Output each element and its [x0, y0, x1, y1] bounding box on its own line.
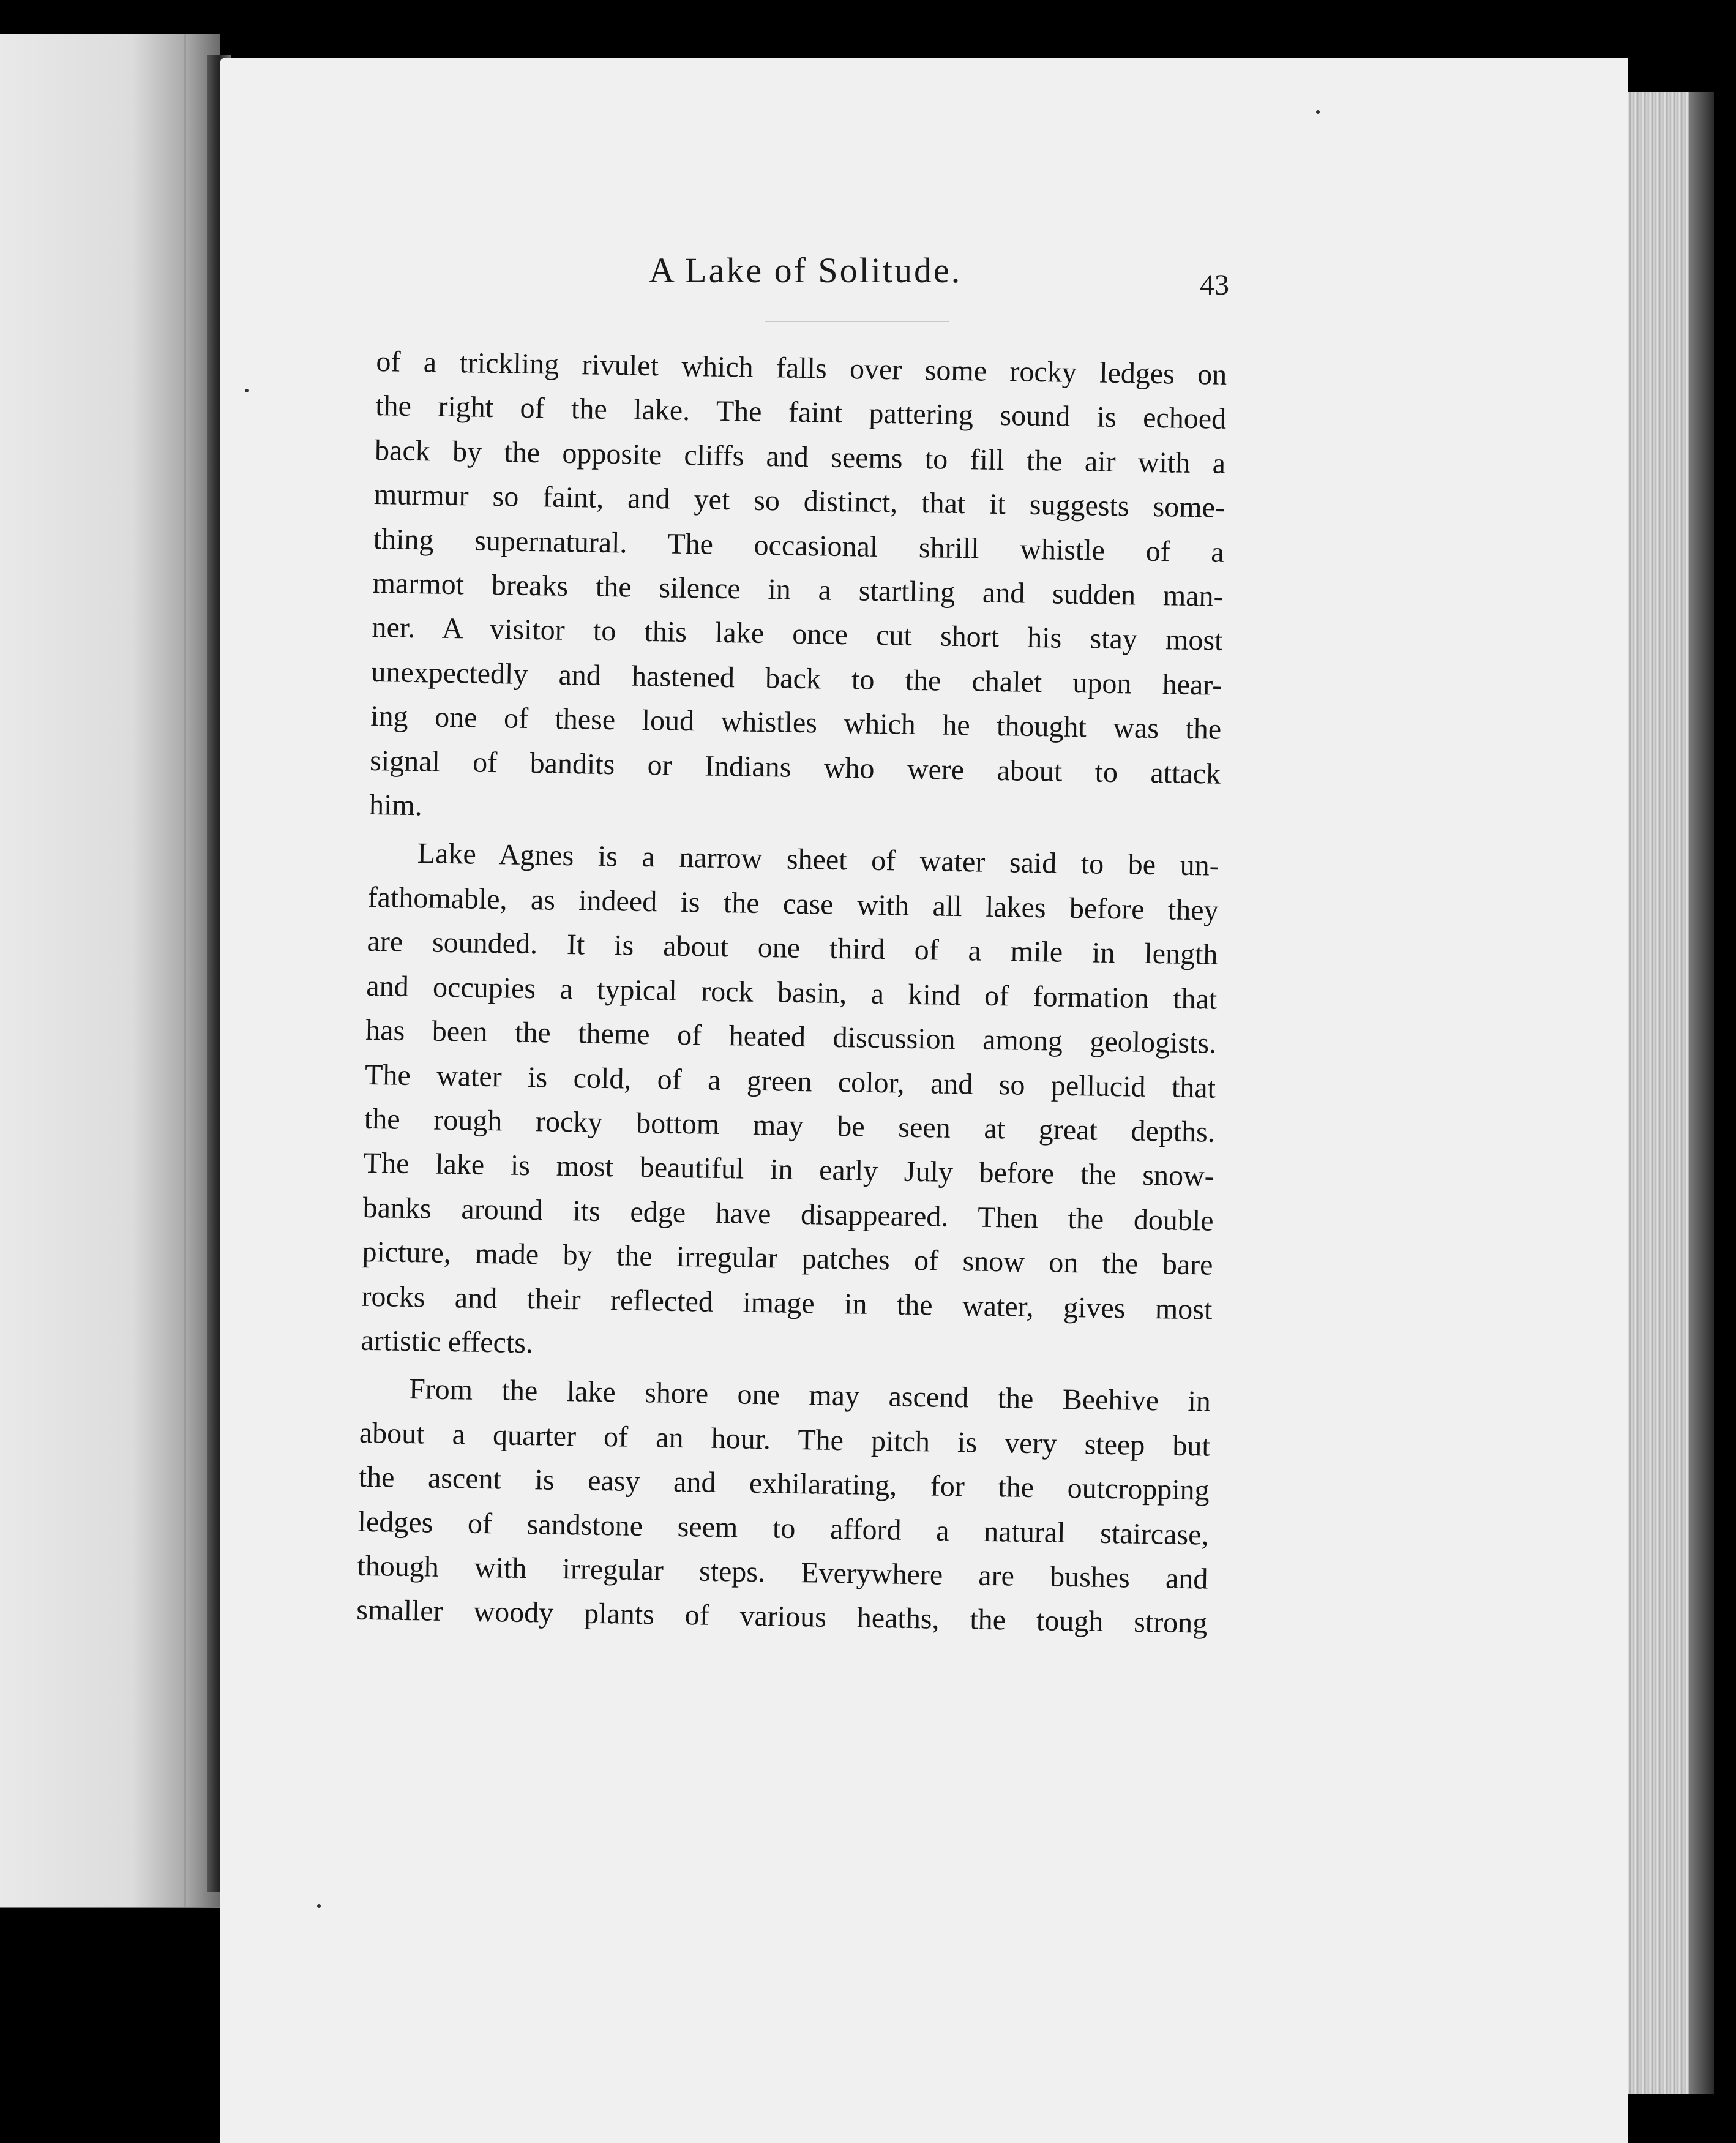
text-line: rocks and their reflected image in the water, gives most	[361, 1280, 1213, 1326]
text-line: artistic effects.	[360, 1324, 534, 1360]
text-line: signal of bandits or Indians who were about to attack	[369, 744, 1221, 790]
paragraph-3	[356, 1367, 1211, 1646]
text-line: ledges of sandstone seem to afford a natural staircase,	[357, 1505, 1209, 1552]
text-line: him.	[369, 788, 423, 822]
text-line: fathomable, as indeed is the case with all lakes before they	[367, 880, 1219, 927]
text-line: From the lake shore one may ascend the Beehive in	[408, 1373, 1211, 1418]
paragraph-1	[369, 340, 1227, 841]
text-line: though with irregular steps. Everywhere are bushes and	[357, 1549, 1208, 1596]
text-line: the right of the lake. The faint pattering sound is echoed	[375, 389, 1227, 436]
text-line: the ascent is easy and exhilarating, for the outcropping	[358, 1460, 1210, 1507]
running-head: A Lake of Solitude.	[649, 250, 962, 290]
paragraph-2	[361, 831, 1219, 1376]
text-line: murmur so faint, and yet so distinct, that it suggests some-	[373, 478, 1225, 525]
text-line: back by the opposite cliffs and seems to fill the air with a	[374, 433, 1226, 480]
text-line: about a quarter of an hour. The pitch is very steep but	[359, 1416, 1211, 1463]
text-line: ing one of these loud whistles which he thought was the	[370, 700, 1222, 746]
text-line: marmot breaks the silence in a startling and sudden man-	[372, 566, 1224, 613]
scan-speck	[245, 389, 249, 392]
left-page	[0, 34, 220, 1908]
header-rule	[765, 321, 949, 322]
body-text	[356, 340, 1227, 1649]
text-line: thing supernatural. The occasional shrill whistle of a	[373, 522, 1225, 569]
text-line: unexpectedly and hastened back to the chalet upon hear-	[371, 655, 1222, 702]
text-line: are sounded. It is about one third of a mile in length	[367, 925, 1218, 971]
page-number: 43	[1200, 269, 1229, 301]
text-line: picture, made by the irregular patches of snow on the bare	[362, 1235, 1213, 1282]
text-line: smaller woody plants of various heaths, the tough strong	[356, 1594, 1208, 1640]
scan-speck	[317, 1904, 321, 1908]
text-line: The lake is most beautiful in early July before the snow-	[363, 1147, 1215, 1193]
text-line: the rough rocky bottom may be seen at great depths.	[364, 1102, 1216, 1149]
left-page-fold	[184, 34, 186, 1907]
scan-speck	[1316, 110, 1320, 114]
page-edges-shadow	[1689, 92, 1714, 2094]
text-line: banks around its edge have disappeared. Then the double	[362, 1191, 1214, 1237]
text-line: Lake Agnes is a narrow sheet of water said to be un-	[417, 837, 1220, 883]
text-line: The water is cold, of a green color, and so pellucid that	[364, 1058, 1216, 1105]
text-line: and occupies a typical rock basin, a kind of formation that	[366, 969, 1218, 1016]
text-line: ner. A visitor to this lake once cut short his stay most	[372, 611, 1223, 658]
text-line: of a trickling rivulet which falls over some rocky ledges on	[376, 345, 1227, 391]
text-line: has been the theme of heated discussion among geologists.	[365, 1013, 1217, 1060]
